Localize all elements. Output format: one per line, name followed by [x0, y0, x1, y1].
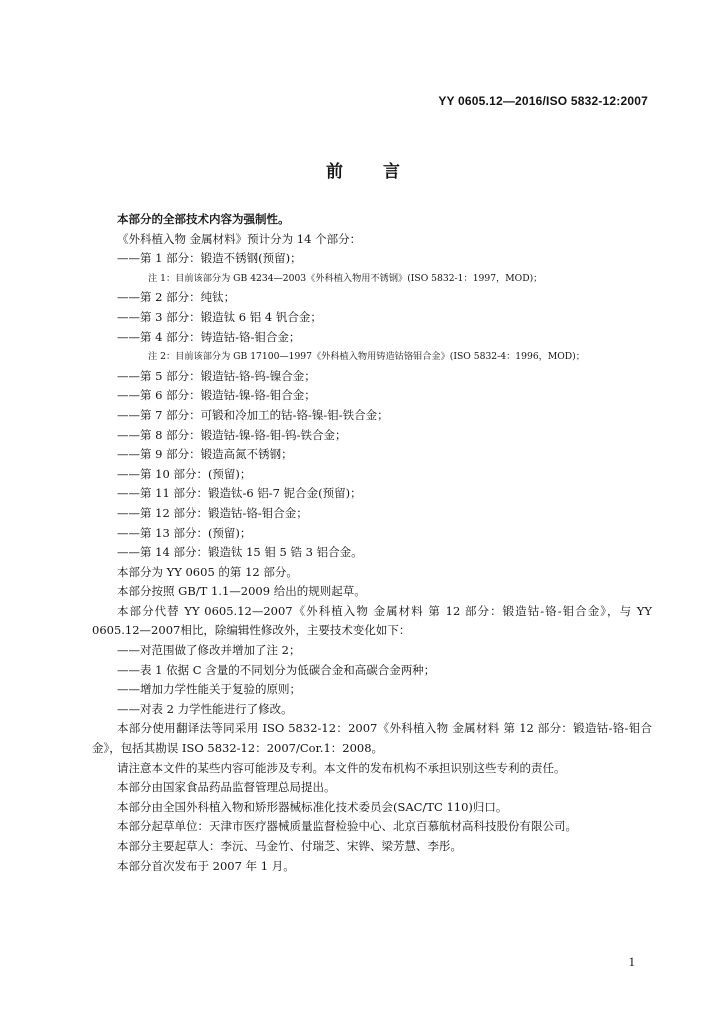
paragraph-part-number: 本部分为 YY 0605 的第 12 部分。	[117, 564, 298, 579]
standard-number-header: YY 0605.12—2016/ISO 5832-12:2007	[438, 94, 648, 108]
paragraph-drafting-units: 本部分起草单位：天津市医疗器械质量监督检验中心、北京百慕航材高科技股份有限公司。	[117, 819, 577, 834]
list-item-part-9: ——第 9 部分：锻造高氮不锈钢；	[117, 447, 293, 462]
title-char-1: 前	[326, 162, 343, 182]
paragraph-first-issued: 本部分首次发布于 2007 年 1 月。	[117, 858, 295, 873]
page-number: 1	[628, 954, 635, 969]
list-item-part-1: ——第 1 部分：锻造不锈钢(预留)；	[117, 251, 302, 266]
list-item-part-3: ——第 3 部分：锻造钛 6 铝 4 钒合金；	[117, 309, 322, 324]
paragraph-patent-notice: 请注意本文件的某些内容可能涉及专利。本文件的发布机构不承担识别这些专利的责任。	[117, 760, 566, 775]
paragraph-proposed-by: 本部分由国家食品药品监督管理总局提出。	[117, 780, 336, 795]
mandatory-statement: 本部分的全部技术内容为强制性。	[117, 212, 290, 226]
list-item-part-11: ——第 11 部分：锻造钛-6 铝-7 铌合金(预留)；	[117, 486, 362, 501]
list-item-part-7: ——第 7 部分：可锻和冷加工的钴-铬-镍-钼-铁合金；	[117, 407, 389, 422]
list-item-part-4: ——第 4 部分：铸造钴-铬-钼合金；	[117, 329, 301, 344]
change-item-2: ——表 1 依据 C 含量的不同划分为低碳合金和高碳合金两种；	[117, 662, 436, 677]
list-item-part-8: ——第 8 部分：锻造钴-镍-铬-钼-钨-铁合金；	[117, 427, 347, 442]
change-item-4: ——对表 2 力学性能进行了修改。	[117, 701, 293, 716]
list-item-part-6: ——第 6 部分：锻造钴-镍-铬-钼合金；	[117, 388, 316, 403]
list-item-part-12: ——第 12 部分：锻造钴-铬-钼合金；	[117, 505, 308, 520]
note-1: 注 1：目前该部分为 GB 4234—2003《外科植入物用不锈钢》(ISO 5832-1：1997，MOD)；	[148, 272, 543, 284]
list-item-part-5: ——第 5 部分：锻造钴-铬-钨-镍合金；	[117, 368, 316, 383]
note-2: 注 2：目前该部分为 GB 17100—1997《外科植入物用铸造钴铬钼合金》(ISO 5832-4：1996，MOD)；	[148, 351, 585, 363]
list-item-part-10: ——第 10 部分：(预留)；	[117, 466, 252, 481]
list-item-part-14: ——第 14 部分：锻造钛 15 钼 5 锆 3 铝合金。	[117, 545, 363, 560]
paragraph-replaces: 本部分代替 YY 0605.12—2007《外科植入物 金属材料 第 12 部分：锻造钴-铬-钼合金》，与 YY 0605.12—2007相比，除编辑性修改外，主要技术变化如下：	[92, 603, 652, 638]
change-item-3: ——增加力学性能关于复验的原则；	[117, 682, 301, 697]
page-title	[0, 157, 726, 182]
list-item-part-13: ——第 13 部分：(预留)；	[117, 525, 252, 540]
paragraph-drafters: 本部分主要起草人：李沅、马金竹、付瑞芝、宋铧、梁芳慧、李彤。	[117, 839, 462, 853]
paragraph-centralized-by: 本部分由全国外科植入物和矫形器械标准化技术委员会(SAC/TC 110)归口。	[117, 799, 508, 814]
change-item-1: ——对范围做了修改并增加了注 2；	[117, 643, 301, 658]
list-item-part-2: ——第 2 部分：纯钛；	[117, 290, 236, 305]
paragraph-translation: 本部分使用翻译法等同采用 ISO 5832-12：2007《外科植入物 金属材料 第 12 部分：锻造钴-铬-钼合金》，包括其勘误 ISO 5832-12：2007/Cor.1：2008。	[92, 721, 652, 756]
paragraph-parts-intro: 《外科植入物 金属材料》预计分为 14 个部分：	[117, 231, 362, 246]
foreword-body	[92, 210, 652, 876]
paragraph-drafting-rules: 本部分按照 GB/T 1.1—2009 给出的规则起草。	[117, 584, 366, 599]
title-char-2: 言	[383, 162, 400, 182]
